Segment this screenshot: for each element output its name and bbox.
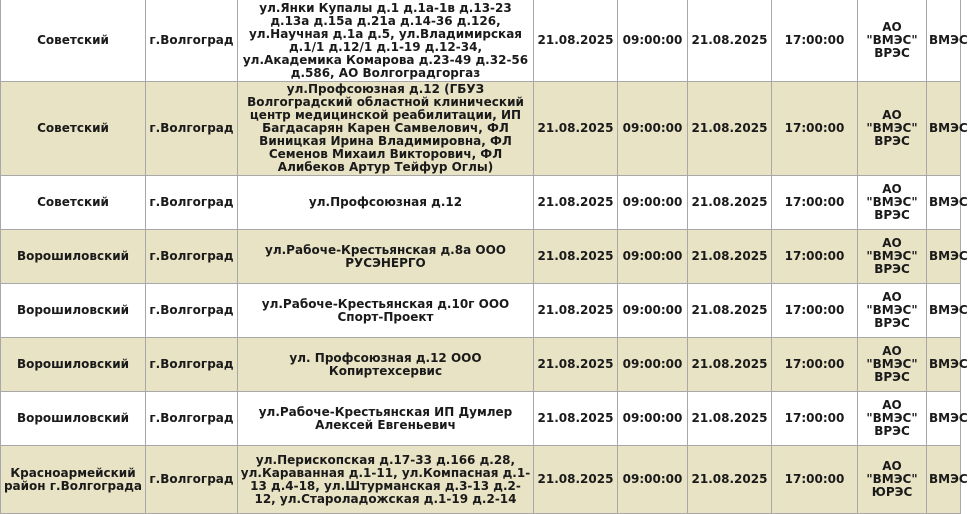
start-date-cell: 21.08.2025 [534,284,618,338]
organization-cell: АО "ВМЭС" ЮРЭС [858,446,927,514]
start-time-cell: 09:00:00 [618,230,688,284]
organization-cell: АО "ВМЭС" ВРЭС [858,176,927,230]
district-cell: Советский [1,0,146,82]
end-time-cell: 17:00:00 [772,230,858,284]
address-cell: ул. Профсоюзная д.12 ООО Копиртехсервис [238,338,534,392]
end-time-cell: 17:00:00 [772,284,858,338]
address-cell: ул.Янки Купалы д.1 д.1а-1в д.13-23 д.13а д.15а д.21а д.14-36 д.126, ул.Научная д.1а д.5, ул.Владимирская д.1/1 д.12/1 д.1-19 д.12-34, ул.Академика Комарова д.23-49 д.32-56 д.586, АО Волгоградгоргаз [238,0,534,82]
start-time-cell: 09:00:00 [618,176,688,230]
table-row [1,0,961,82]
company-cell: ВМЭС [927,446,961,514]
city-cell: г.Волгоград [146,392,238,446]
company-cell: ВМЭС [927,392,961,446]
district-cell: Красноармейский район г.Волгограда [1,446,146,514]
table-row [1,82,961,176]
organization-cell: АО "ВМЭС" ВРЭС [858,284,927,338]
table-row [1,284,961,338]
address-cell: ул.Профсоюзная д.12 (ГБУЗ Волгоградский областной клинический центр медицинской реабилитации, ИП Багдасарян Карен Самвелович, ФЛ Виницкая Ирина Владимировна, ФЛ Семенов Михаил Викторович, ФЛ Алибеков Артур Тейфур Оглы) [238,82,534,176]
table-row [1,338,961,392]
city-cell: г.Волгоград [146,338,238,392]
table-row [1,230,961,284]
district-cell: Ворошиловский [1,284,146,338]
start-time-cell: 09:00:00 [618,392,688,446]
start-date-cell: 21.08.2025 [534,0,618,82]
organization-cell: АО "ВМЭС" ВРЭС [858,0,927,82]
city-cell: г.Волгоград [146,284,238,338]
address-cell: ул.Рабоче-Крестьянская ИП Думлер Алексей Евгеньевич [238,392,534,446]
company-cell: ВМЭС [927,284,961,338]
end-time-cell: 17:00:00 [772,82,858,176]
table-row [1,176,961,230]
organization-cell: АО "ВМЭС" ВРЭС [858,82,927,176]
end-time-cell: 17:00:00 [772,176,858,230]
company-cell: ВМЭС [927,0,961,82]
start-time-cell: 09:00:00 [618,338,688,392]
start-date-cell: 21.08.2025 [534,392,618,446]
address-cell: ул.Перископская д.17-33 д.166 д.28, ул.Караванная д.1-11, ул.Компасная д.1-13 д.4-18, ул.Штурманская д.3-13 д.2-12, ул.Староладожская д.1-19 д.2-14 [238,446,534,514]
address-cell: ул.Профсоюзная д.12 [238,176,534,230]
district-cell: Ворошиловский [1,392,146,446]
start-time-cell: 09:00:00 [618,446,688,514]
table-row [1,392,961,446]
end-date-cell: 21.08.2025 [688,284,772,338]
city-cell: г.Волгоград [146,230,238,284]
company-cell: ВМЭС [927,176,961,230]
city-cell: г.Волгоград [146,0,238,82]
district-cell: Ворошиловский [1,230,146,284]
start-time-cell: 09:00:00 [618,82,688,176]
end-date-cell: 21.08.2025 [688,0,772,82]
end-time-cell: 17:00:00 [772,0,858,82]
company-cell: ВМЭС [927,338,961,392]
table-row [1,446,961,514]
city-cell: г.Волгоград [146,176,238,230]
company-cell: ВМЭС [927,230,961,284]
district-cell: Советский [1,176,146,230]
start-date-cell: 21.08.2025 [534,176,618,230]
start-date-cell: 21.08.2025 [534,338,618,392]
address-cell: ул.Рабоче-Крестьянская д.10г ООО Спорт-Проект [238,284,534,338]
organization-cell: АО "ВМЭС" ВРЭС [858,230,927,284]
end-date-cell: 21.08.2025 [688,338,772,392]
city-cell: г.Волгоград [146,82,238,176]
organization-cell: АО "ВМЭС" ВРЭС [858,338,927,392]
city-cell: г.Волгоград [146,446,238,514]
end-date-cell: 21.08.2025 [688,82,772,176]
end-date-cell: 21.08.2025 [688,230,772,284]
start-date-cell: 21.08.2025 [534,82,618,176]
organization-cell: АО "ВМЭС" ВРЭС [858,392,927,446]
start-time-cell: 09:00:00 [618,284,688,338]
start-time-cell: 09:00:00 [618,0,688,82]
end-date-cell: 21.08.2025 [688,446,772,514]
end-time-cell: 17:00:00 [772,392,858,446]
start-date-cell: 21.08.2025 [534,230,618,284]
start-date-cell: 21.08.2025 [534,446,618,514]
end-time-cell: 17:00:00 [772,446,858,514]
company-cell: ВМЭС [927,82,961,176]
district-cell: Советский [1,82,146,176]
address-cell: ул.Рабоче-Крестьянская д.8а ООО РУСЭНЕРГО [238,230,534,284]
end-date-cell: 21.08.2025 [688,392,772,446]
end-time-cell: 17:00:00 [772,338,858,392]
district-cell: Ворошиловский [1,338,146,392]
end-date-cell: 21.08.2025 [688,176,772,230]
